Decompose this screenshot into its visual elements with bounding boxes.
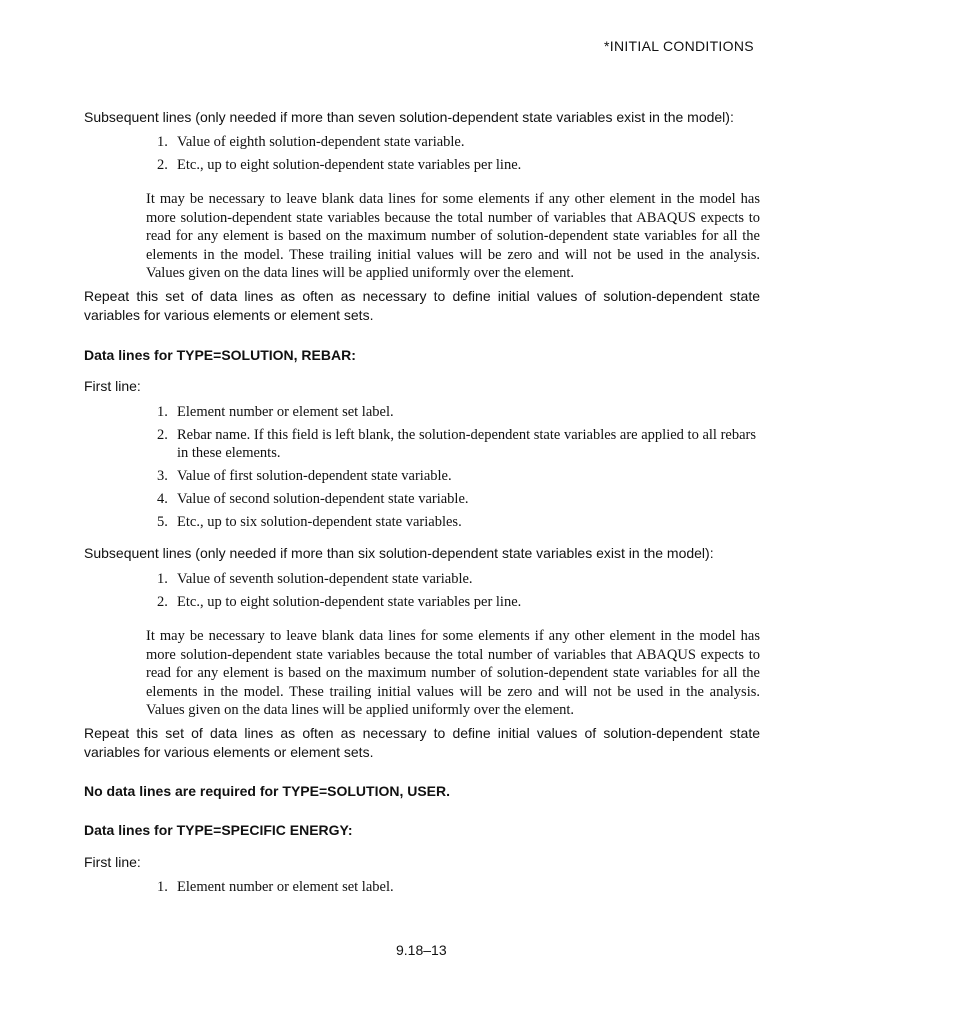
list-item-number: 5.: [157, 514, 168, 530]
list-item: [157, 156, 767, 174]
list-item-number: 4.: [157, 491, 168, 507]
list-item-text: Element number or element set label.: [177, 879, 394, 895]
page-number: 9.18–13: [396, 942, 447, 958]
list-item-text: Etc., up to eight solution-dependent state variables per line.: [177, 157, 522, 173]
list-item-number: 1.: [157, 571, 168, 587]
list-item-number: 1.: [157, 879, 168, 895]
first-line-label: First line:: [84, 854, 141, 870]
blank-lines-note: It may be necessary to leave blank data lines for some elements if any other element in the model has more solution-dependent state variables because the total number of variables that ABAQUS expects to read for any element is based on the maximum number of solution-dependent state variables for all the elements in the model. These trailing initial values will be zero and will not be used in the analysis. Values given on the data lines will be applied uniformly over the element.: [146, 191, 760, 282]
section-heading-user: No data lines are required for TYPE=SOLUTION, USER.: [84, 783, 451, 799]
blank-lines-note: It may be necessary to leave blank data lines for some elements if any other element in the model has more solution-dependent state variables because the total number of variables that ABAQUS expects to read for any element is based on the maximum number of solution-dependent state variables for all the elements in the model. These trailing initial values will be zero and will not be used in the analysis. Values given on the data lines will be applied uniformly over the element.: [146, 628, 760, 719]
first-line-label: First line:: [84, 378, 141, 394]
list-item-text: Value of first solution-dependent state variable.: [177, 468, 452, 484]
list-item-text: Etc., up to eight solution-dependent state variables per line.: [177, 594, 522, 610]
list-item-number: 2.: [157, 594, 168, 610]
list-item-number: 1.: [157, 404, 168, 420]
list-item-text: Element number or element set label.: [177, 404, 394, 420]
list-item-number: 2.: [157, 427, 168, 443]
running-header: *INITIAL CONDITIONS: [604, 38, 754, 54]
list-item-number: 2.: [157, 157, 168, 173]
list-item-number: 1.: [157, 134, 168, 150]
list-item-number: 3.: [157, 468, 168, 484]
repeat-paragraph: Repeat this set of data lines as often as necessary to define initial values of solution-dependent state variables for various elements or element sets.: [84, 725, 760, 760]
list-item-text: Rebar name. If this field is left blank, the solution-dependent state variables are applied to all rebars in these elements.: [177, 427, 756, 461]
list-item: [157, 403, 767, 421]
list-item-text: Value of eighth solution-dependent state variable.: [177, 134, 465, 150]
list-item: [157, 593, 767, 611]
list-item: [157, 426, 767, 462]
list-item: [157, 878, 767, 896]
list-item-text: Value of seventh solution-dependent state variable.: [177, 571, 473, 587]
list-item: [157, 513, 767, 531]
list-item: [157, 570, 767, 588]
section-heading-specific-energy: Data lines for TYPE=SPECIFIC ENERGY:: [84, 822, 353, 838]
subsequent-lines-intro: Subsequent lines (only needed if more than six solution-dependent state variables exist in the model):: [84, 545, 714, 561]
list-item-text: Etc., up to six solution-dependent state variables.: [177, 514, 462, 530]
list-item: [157, 490, 767, 508]
section-heading-rebar: Data lines for TYPE=SOLUTION, REBAR:: [84, 347, 356, 363]
repeat-paragraph: Repeat this set of data lines as often as necessary to define initial values of solution-dependent state variables for various elements or element sets.: [84, 288, 760, 323]
list-item: [157, 467, 767, 485]
list-item: [157, 133, 767, 151]
list-item-text: Value of second solution-dependent state variable.: [177, 491, 469, 507]
subsequent-lines-intro: Subsequent lines (only needed if more than seven solution-dependent state variables exist in the model):: [84, 109, 734, 125]
